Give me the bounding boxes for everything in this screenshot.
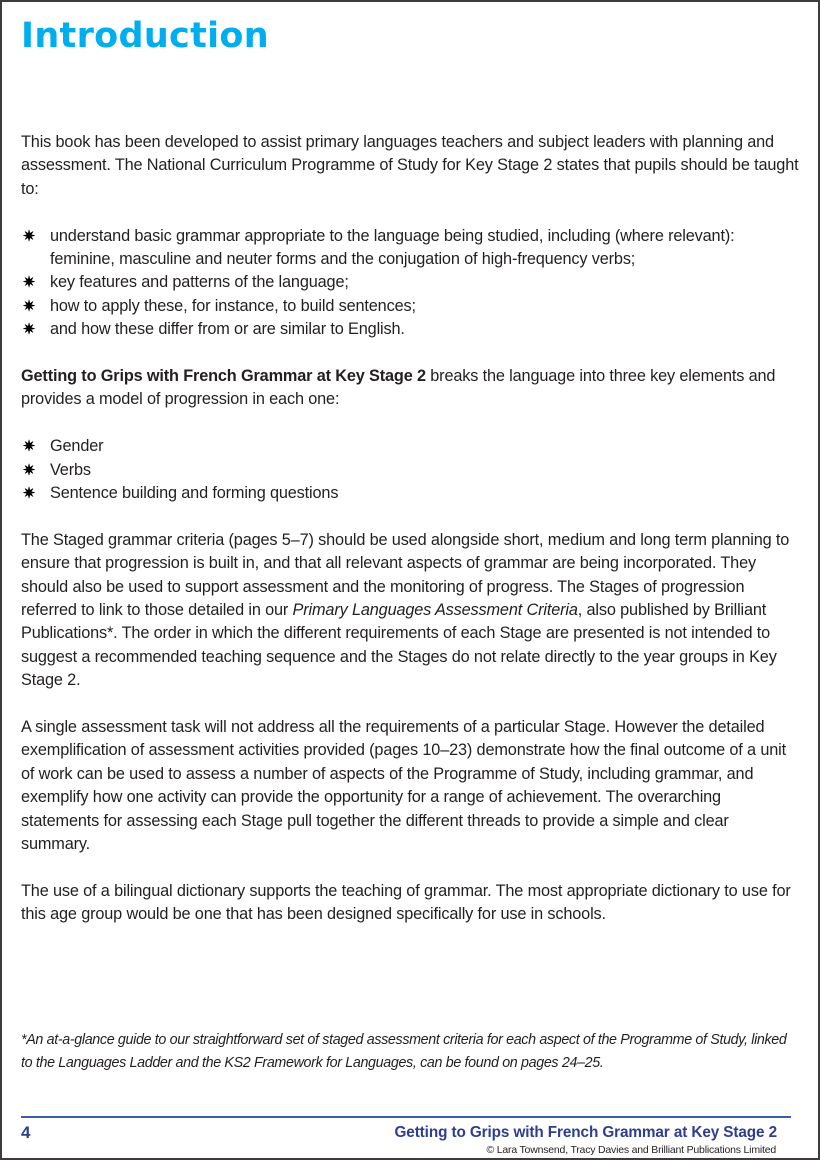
list-item-text: Sentence building and forming questions [50, 484, 339, 503]
footer-copyright: © Lara Townsend, Tracy Davies and Brilliant Publications Limited [486, 1144, 776, 1156]
page-number: 4 [21, 1123, 31, 1142]
list-item [21, 459, 801, 482]
star-bullet-icon: ✷ [22, 274, 36, 292]
criteria-paragraph [21, 529, 801, 693]
list-item [21, 295, 801, 318]
assessment-paragraph: A single assessment task will not address all the requirements of a particular Stage. However the detailed exemplification of assessment activities provided (pages 10–23) demonstrate how the final outcome of a unit of work can be used to assess a number of aspects of the Programme of Study, including grammar, and exemplify how one activity can provide the opportunity for a range of achievement. The overarching statements for assessing each Stage pull together the different threads to provide a simple and clear summary. [21, 718, 786, 854]
list-item-text: Gender [50, 437, 104, 456]
dictionary-paragraph: The use of a bilingual dictionary supports the teaching of grammar. The most appropriate dictionary to use for this age group would be one that has been designed specifically for use in schools. [21, 881, 791, 924]
star-bullet-icon: ✷ [22, 461, 36, 479]
star-bullet-icon: ✷ [22, 438, 36, 456]
intro-paragraph: This book has been developed to assist primary languages teachers and subject leaders with planning and assessment. The National Curriculum Programme of Study for Key Stage 2 states that pupils should be taught to: [21, 133, 799, 198]
curriculum-bullet-list [21, 225, 801, 342]
footer-divider [21, 1116, 791, 1118]
list-item [21, 271, 801, 294]
book-title-bold: Getting to Grips with French Grammar at Key Stage 2 [21, 367, 426, 386]
publication-title-italic: Primary Languages Assessment Criteria [292, 601, 578, 620]
page-title: Introduction [21, 16, 269, 56]
list-item [21, 482, 801, 505]
elements-paragraph-text: breaks the language into three key elements and provides a model of progression in each one: [21, 367, 776, 409]
elements-bullet-list [21, 435, 801, 505]
list-item [21, 318, 801, 341]
star-bullet-icon: ✷ [22, 485, 36, 503]
elements-paragraph [21, 365, 801, 412]
list-item-text: understand basic grammar appropriate to the language being studied, including (where relevant): feminine, masculine and neuter forms and the conjugation of high-frequency verbs; [50, 226, 735, 269]
list-item-text: key features and patterns of the language; [50, 273, 349, 292]
list-item-text: how to apply these, for instance, to build sentences; [50, 296, 416, 315]
list-item-text: and how these differ from or are similar to English. [50, 320, 405, 339]
list-item [21, 435, 801, 458]
footer-book-title: Getting to Grips with French Grammar at Key Stage 2 [394, 1124, 777, 1141]
criteria-text-continued: , also published by Brilliant Publications*. The order in which the different requirements of each Stage are presented is not intended to suggest a recommended teaching sequence and the Stages do not relate directly to the year groups in Key Stage 2. [21, 601, 777, 690]
star-bullet-icon: ✷ [22, 321, 36, 339]
list-item-text: Verbs [50, 460, 91, 479]
criteria-text: The Staged grammar criteria (pages 5–7) should be used alongside short, medium and long term planning to ensure that progression is built in, and that all relevant aspects of grammar are being incorporated. They should also be used to support assessment and the monitoring of progress. The Stages of progression referred to link to those detailed in our [21, 530, 790, 620]
star-bullet-icon: ✷ [22, 227, 36, 245]
footnote: *An at-a-glance guide to our straightforward set of staged assessment criteria for each aspect of the Programme of Study, linked to the Languages Ladder and the KS2 Framework for Languages, can be found on pages 24–25. [21, 1032, 787, 1071]
star-bullet-icon: ✷ [22, 297, 36, 315]
list-item [21, 225, 801, 272]
body-content [21, 131, 801, 950]
